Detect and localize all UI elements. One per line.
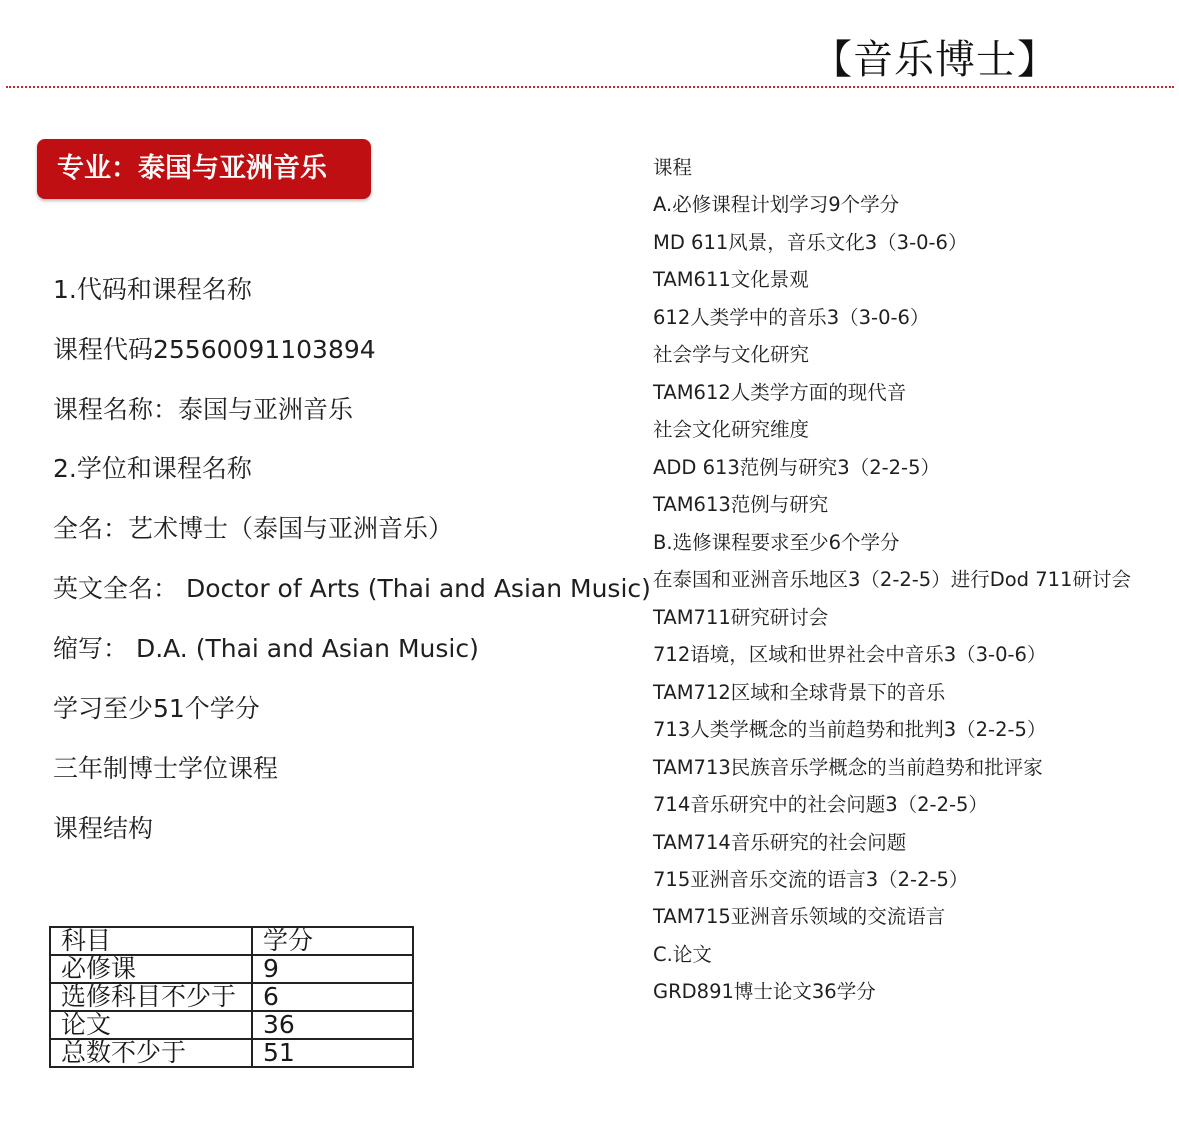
course-line: 714音乐研究中的社会问题3（2-2-5） (653, 793, 988, 816)
credits-table (49, 926, 414, 1068)
table-cell: 51 (252, 1039, 413, 1067)
course-line: C.论文 (653, 943, 712, 966)
table-header-cell: 科目 (50, 927, 252, 955)
info-line: 课程代码25560091103894 (53, 335, 376, 364)
course-line: TAM711研究研讨会 (653, 606, 829, 629)
info-line: 课程名称：泰国与亚洲音乐 (53, 395, 354, 424)
course-line: TAM712区域和全球背景下的音乐 (653, 681, 946, 704)
course-line: 612人类学中的音乐3（3-0-6） (653, 306, 930, 329)
info-line: 英文全名： Doctor of Arts (Thai and Asian Music) (53, 574, 651, 603)
table-row (50, 955, 413, 983)
course-line: 社会文化研究维度 (653, 418, 810, 441)
info-line: 全名：艺术博士（泰国与亚洲音乐） (53, 514, 454, 543)
header-divider (6, 86, 1174, 88)
table-header-cell: 学分 (252, 927, 413, 955)
table-cell: 36 (252, 1011, 413, 1039)
page-title: 【音乐博士】 (812, 37, 1058, 83)
table-row (50, 983, 413, 1011)
table-cell: 必修课 (50, 955, 252, 983)
course-line: MD 611风景，音乐文化3（3-0-6） (653, 231, 968, 254)
course-line: B.选修课程要求至少6个学分 (653, 531, 900, 554)
course-line: 713人类学概念的当前趋势和批判3（2-2-5） (653, 718, 1047, 741)
table-cell: 6 (252, 983, 413, 1011)
course-line: GRD891博士论文36学分 (653, 980, 876, 1003)
course-line: TAM714音乐研究的社会问题 (653, 831, 907, 854)
table-cell: 总数不少于 (50, 1039, 252, 1067)
course-line: 712语境，区域和世界社会中音乐3（3-0-6） (653, 643, 1047, 666)
table-row (50, 1039, 413, 1067)
course-line: TAM612人类学方面的现代音 (653, 381, 907, 404)
info-line: 缩写： D.A. (Thai and Asian Music) (53, 634, 479, 663)
table-row (50, 1011, 413, 1039)
course-line: TAM613范例与研究 (653, 493, 829, 516)
course-line: TAM715亚洲音乐领域的交流语言 (653, 905, 946, 928)
table-cell: 论文 (50, 1011, 252, 1039)
table-cell: 9 (252, 955, 413, 983)
info-line: 课程结构 (53, 814, 154, 843)
course-line: 社会学与文化研究 (653, 343, 810, 366)
course-line: ADD 613范例与研究3（2-2-5） (653, 456, 940, 479)
table-header-row (50, 927, 413, 955)
course-line: A.必修课程计划学习9个学分 (653, 193, 900, 216)
info-line: 三年制博士学位课程 (53, 754, 279, 783)
major-badge: 专业：泰国与亚洲音乐 (37, 139, 371, 199)
course-line: TAM713民族音乐学概念的当前趋势和批评家 (653, 756, 1043, 779)
course-line: 在泰国和亚洲音乐地区3（2-2-5）进行Dod 711研讨会 (653, 568, 1131, 591)
course-line: 715亚洲音乐交流的语言3（2-2-5） (653, 868, 969, 891)
table-cell: 选修科目不少于 (50, 983, 252, 1011)
course-line: TAM611文化景观 (653, 268, 809, 291)
info-line: 1.代码和课程名称 (53, 275, 252, 304)
course-heading: 课程 (653, 156, 693, 179)
info-line: 学习至少51个学分 (53, 694, 260, 723)
info-line: 2.学位和课程名称 (53, 454, 252, 483)
